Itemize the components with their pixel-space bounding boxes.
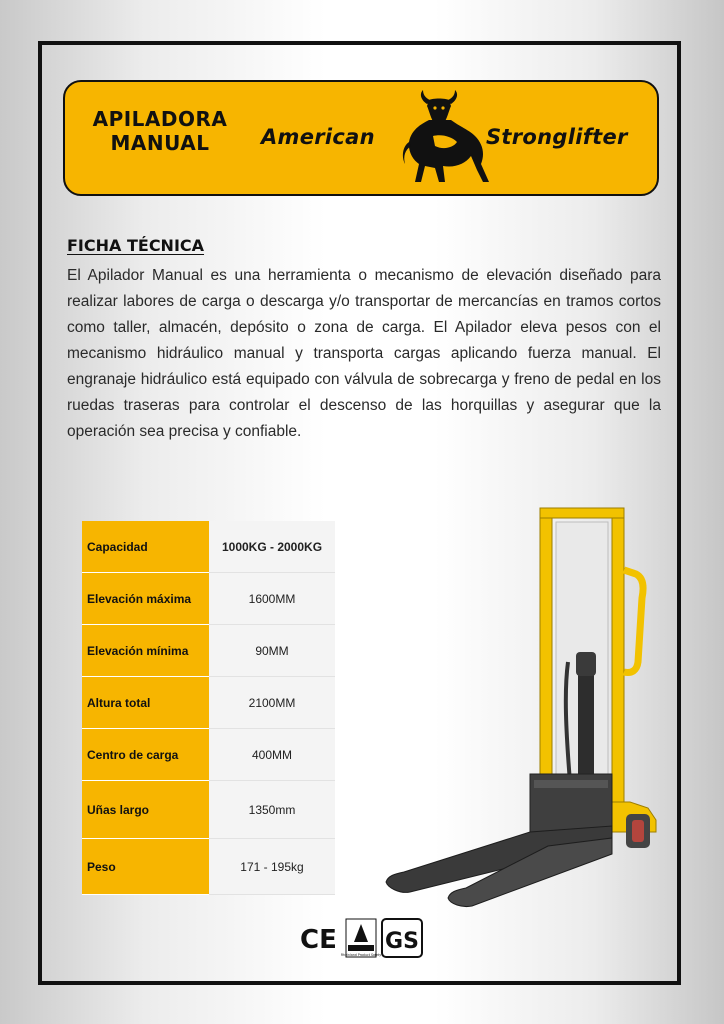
spec-value: 1600MM bbox=[209, 573, 335, 625]
gs-mark-icon bbox=[382, 919, 422, 957]
ce-mark-icon bbox=[300, 925, 337, 955]
ce-mark-text: CE bbox=[300, 925, 337, 955]
table-row bbox=[82, 625, 335, 677]
spec-label: Capacidad bbox=[82, 521, 209, 573]
header-banner bbox=[63, 80, 659, 196]
brand-name-right: Stronglifter bbox=[486, 125, 628, 149]
spec-value: 2100MM bbox=[209, 677, 335, 729]
spec-value: 1350mm bbox=[209, 781, 335, 839]
spec-table bbox=[82, 521, 335, 895]
spec-value: 400MM bbox=[209, 729, 335, 781]
spec-label: Peso bbox=[82, 839, 209, 895]
table-row bbox=[82, 573, 335, 625]
gs-mark-text: GS bbox=[385, 929, 419, 954]
spec-label: Uñas largo bbox=[82, 781, 209, 839]
spec-value: 90MM bbox=[209, 625, 335, 677]
tuv-caption: Rheinland Product Safety bbox=[340, 953, 382, 957]
spec-label: Elevación mínima bbox=[82, 625, 209, 677]
product-description: El Apilador Manual es una herramienta o mecanismo de elevación diseñado para realizar labores de carga o descarga y/o transportar de mercancías en tramos cortos como taller, almacén, depósito o zona de carga. El Apilador eleva pesos con el mecanismo hidráulico manual y transporta cargas aplicando fuerza manual. El engranaje hidráulico está equipado con válvula de sobrecarga y freno de pedal en los ruedas traseras para controlar el descenso de las horquillas y asegurar que la operación sea precisa y confiable. bbox=[67, 267, 661, 440]
table-row bbox=[82, 729, 335, 781]
spec-value: 1000KG - 2000KG bbox=[209, 521, 335, 573]
spec-label: Elevación máxima bbox=[82, 573, 209, 625]
brand-name-left: American bbox=[261, 125, 375, 149]
product-title: APILADORA MANUAL bbox=[92, 107, 228, 155]
tuv-product-safety-icon bbox=[341, 919, 381, 957]
table-row bbox=[82, 839, 335, 895]
bull-logo-icon bbox=[399, 90, 491, 186]
spec-label: Centro de carga bbox=[82, 729, 209, 781]
spec-value: 171 - 195kg bbox=[209, 839, 335, 895]
certification-logos bbox=[298, 916, 428, 960]
manual-stacker-image bbox=[380, 502, 670, 912]
section-title: FICHA TÉCNICA bbox=[67, 236, 205, 255]
table-row bbox=[82, 677, 335, 729]
table-row bbox=[82, 521, 335, 573]
spec-label: Altura total bbox=[82, 677, 209, 729]
table-row bbox=[82, 781, 335, 839]
